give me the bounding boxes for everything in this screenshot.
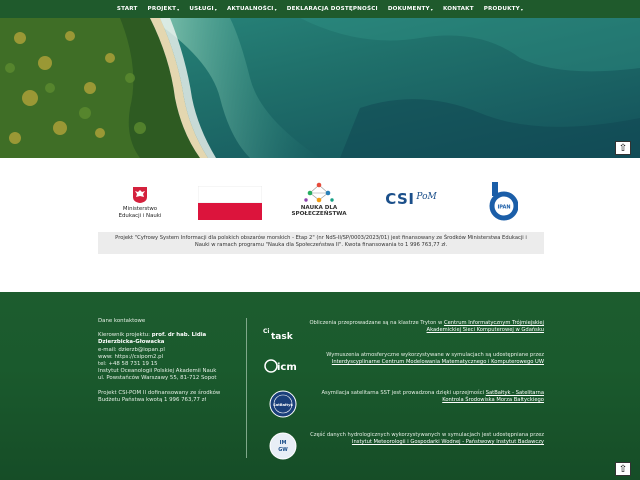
polish-flag-icon xyxy=(198,186,262,220)
logo-nauka-dla-spoleczenstwa[interactable] xyxy=(286,182,352,217)
manager-label: Kierownik projektu: xyxy=(98,332,152,339)
main-navigation xyxy=(0,0,640,18)
chevron-down-icon: ▾ xyxy=(520,6,524,12)
ministerstwo-label: Ministerstwo Edukacji i Nauki xyxy=(118,206,162,219)
nav-item-kontakt[interactable] xyxy=(438,6,479,12)
partner-logos xyxy=(0,178,640,228)
partner-row xyxy=(262,320,544,348)
scroll-top-button[interactable] xyxy=(615,141,631,155)
contact-heading: Dane kontaktowe xyxy=(98,318,146,324)
eagle-emblem-icon xyxy=(131,186,149,204)
nav-item-projekt[interactable] xyxy=(143,6,185,12)
scroll-top-button-footer[interactable] xyxy=(615,462,631,476)
nav-item-dokumenty[interactable] xyxy=(383,6,438,12)
manager-name: prof. dr hab. Lidia Dzierzbicka-Głowacka xyxy=(98,332,207,346)
funding-note: Projekt "Cyfrowy System Informacji dla polskich obszarów morskich - Etap 2" (nr NdS-II/SP/0003/2023/01) jest finansowany ze Środków Ministerstwa Edukacji i Nauki w ramach programu "Nauka dla Społeczeństwa II". Kwota finansowania to 1 996 763,77 zł. xyxy=(98,232,544,254)
logo-ministerstwo[interactable] xyxy=(114,186,166,219)
hero-aerial-coast-image xyxy=(0,18,640,158)
arrow-up-icon: ⇧ xyxy=(618,463,628,475)
partner-link[interactable]: Centrum Informatycznym Trójmiejskiej Akademickiej Sieci Komputerowej w Gdańsku xyxy=(426,320,544,333)
nav-item-label: USŁUGI xyxy=(189,6,214,12)
nav-item-label: AKTUALNOŚCI xyxy=(226,6,274,12)
svg-text:task: task xyxy=(271,332,293,342)
partner-description xyxy=(306,352,544,366)
partner-link[interactable]: SatBałtyk - Satelitarna Kontrola Środowiska Morza Bałtyckiego xyxy=(442,390,544,403)
partner-link[interactable]: Interdyscyplinarne Centrum Modelowania Matematycznego i Komputerowego UW xyxy=(331,359,544,365)
icm-logo-icon[interactable] xyxy=(262,352,304,380)
partner-row xyxy=(262,432,544,460)
svg-text:IM: IM xyxy=(279,440,287,446)
ipan-label: IPAN xyxy=(497,204,511,211)
hero-banner xyxy=(0,18,640,158)
imgw-logo-icon[interactable] xyxy=(262,432,304,460)
partner-description xyxy=(306,320,544,334)
arrow-up-icon: ⇧ xyxy=(618,142,628,154)
nav-item-label: PRODUKTY xyxy=(483,6,520,12)
partner-row xyxy=(262,390,544,418)
partner-row xyxy=(262,352,544,380)
nav-item-start[interactable] xyxy=(112,6,143,12)
contact-email[interactable]: e-mail: dzierzb@iopan.pl xyxy=(98,346,165,353)
partner-description xyxy=(306,432,544,446)
chevron-down-icon: ▾ xyxy=(177,6,180,12)
chevron-down-icon: ▾ xyxy=(274,6,277,12)
nav-item-label: KONTAKT xyxy=(442,6,474,12)
nauka-label: NAUKA DLA SPOŁECZEŃSTWA xyxy=(291,205,347,217)
nav-item-label: START xyxy=(116,6,138,12)
project-manager xyxy=(98,332,238,346)
funding-short: Projekt CSI-POM II dofinansowany ze środków Budżetu Państwa kwotą 1 996 763,77 zł xyxy=(98,389,221,403)
partner-link[interactable]: Instytut Meteorologii i Gospodarki Wodnej - Państwowy Instytut Badawczy xyxy=(351,439,544,445)
footer-divider xyxy=(246,318,247,458)
institute-name: Instytut Oceanologii Polskiej Akademii Nauk xyxy=(98,368,217,375)
citask-logo-icon[interactable] xyxy=(262,320,304,348)
partner-text: Asymilacja satelitarna SST jest prowadzona dzięki uprzejmości xyxy=(321,390,486,396)
institute-address: ul. Powstańców Warszawy 55, 81-712 Sopot xyxy=(98,375,217,382)
pom-label: PoM xyxy=(416,192,437,202)
footer-contact xyxy=(98,318,238,411)
nav-item-usługi[interactable] xyxy=(184,6,222,12)
network-nodes-icon xyxy=(302,182,336,204)
partner-text: Część danych hydrologicznych wykorzystywanych w symulacjach jest udostępniana przez xyxy=(310,432,544,438)
csi-label: CSI xyxy=(385,190,415,208)
nav-item-label: DEKLARACJA DOSTĘPNOŚCI xyxy=(286,6,378,12)
partner-description xyxy=(306,390,544,404)
chevron-down-icon: ▾ xyxy=(430,6,433,12)
partner-text: Wymuszenia atmosferyczne wykorzystywane w symulacjach są udostępniane przez xyxy=(326,352,544,358)
nav-item-aktualności[interactable] xyxy=(222,6,282,12)
partner-text: Obliczenia przeprowadzane są na klastrze Tryton w xyxy=(309,320,444,326)
chevron-down-icon: ▾ xyxy=(214,6,217,12)
logo-csipom[interactable] xyxy=(378,190,444,208)
svg-text:GW: GW xyxy=(278,447,288,453)
svg-text:SatBałtyk: SatBałtyk xyxy=(273,403,293,407)
nav-item-produkty[interactable] xyxy=(479,6,528,12)
contact-phone: tel: +48 58 731 19 15 xyxy=(98,361,158,368)
contact-www[interactable]: www: https://csipom2.pl xyxy=(98,353,164,360)
ipan-emblem-icon xyxy=(486,182,518,222)
svg-text:Ci: Ci xyxy=(263,328,270,335)
nav-item-label: PROJEKT xyxy=(147,6,177,12)
satbaltyk-logo-icon[interactable] xyxy=(262,390,304,418)
svg-text:icm: icm xyxy=(277,362,297,373)
nav-item-deklaracja-dostępności[interactable] xyxy=(282,6,383,12)
nav-item-label: DOKUMENTY xyxy=(387,6,430,12)
logo-ipan[interactable] xyxy=(484,182,520,222)
footer xyxy=(0,292,640,480)
logo-polish-flag xyxy=(198,186,262,220)
